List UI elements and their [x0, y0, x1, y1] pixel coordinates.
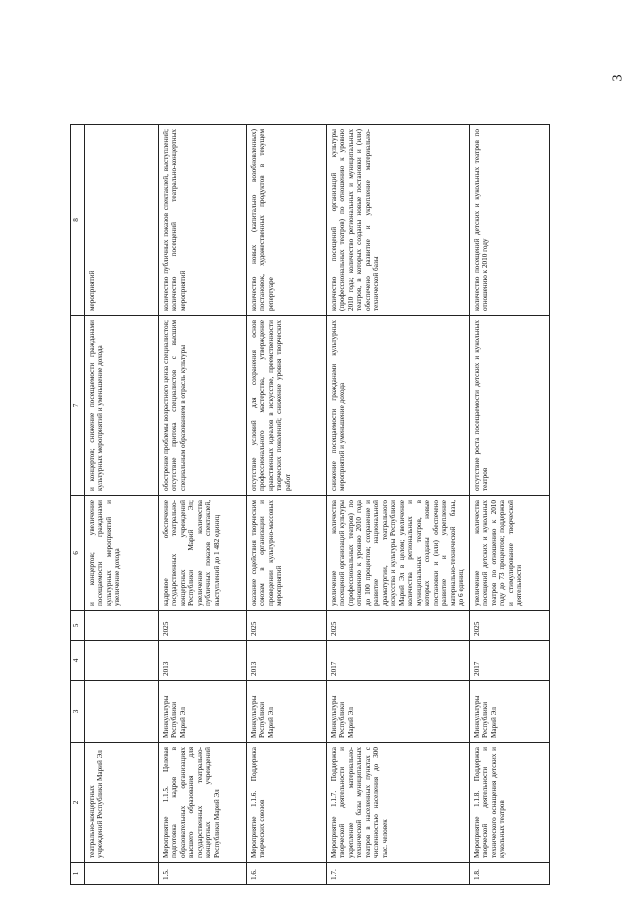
- start-year: 2017: [327, 641, 470, 681]
- row-number: 1.7.: [327, 863, 470, 885]
- table-row: [85, 125, 159, 885]
- expected-result: увеличение количества посещений организаций культуры (профессиональных театров) по отношению к уровню 2010 года до 100 процентов; сохранение и развитие национальной драматургии, театрального искусства и культуры Республики Марий Эл в целом; увеличение количества региональных и муниципальных театров, в которых созданы новые постановки и (или) обеспечено развитие и укрепление материально-технической базы, до 6 единиц: [327, 496, 470, 611]
- table-row: [247, 125, 327, 885]
- indicator-link: количество посещений организаций культуры (профессиональных театров) по отношению к уровню 2010 года; количество региональных и муниципальных театров, в которых созданы новые постановки и (или) обеспечено развитие и укрепление материально-технической базы: [327, 125, 470, 316]
- activity-name: Мероприятие 1.1.7. Поддержка творческой деятельности и укрепление материально-технической базы муниципальных театров в населенных пунктах с численностью населения до 300 тыс. человек: [327, 743, 470, 863]
- column-number-header: 7: [71, 316, 85, 496]
- non-implementation-consequences: отсутствие роста посещаемости детских и кукольных театров: [469, 316, 549, 496]
- non-implementation-consequences: отсутствие условий для сохранения основ профессионального мастерства, утверждение нравственных идеалов в искусстве, преемственности творческих поколений; снижение уровня творческих работ: [247, 316, 327, 496]
- indicator-link: количество посещений детских и кукольных театров по отношению к 2010 году: [469, 125, 549, 316]
- row-number: 1.5.: [159, 863, 247, 885]
- start-year: [85, 641, 159, 681]
- activity-name: театрально-концертных учреждений Республики Марий Эл: [85, 743, 159, 863]
- rotated-table-container: [70, 125, 590, 885]
- end-year: 2025: [159, 611, 247, 641]
- row-number: 1.8.: [469, 863, 549, 885]
- activity-name: Мероприятие 1.1.5. Целевая подготовка кадров в образовательных организациях высшего образования для государственных театрально-концертных учреждений Республики Марий Эл: [159, 743, 247, 863]
- row-number: 1.6.: [247, 863, 327, 885]
- table-header-row: [71, 125, 85, 885]
- column-number-header: 4: [71, 641, 85, 681]
- column-number-header: 3: [71, 681, 85, 743]
- non-implementation-consequences: обострение проблемы возрастного ценза специалистов; отсутствие притока специалистов с высшим специальным образованием в отрасль культуры: [159, 316, 247, 496]
- indicator-link: количество публичных показов спектаклей, выступлений; количество посещений театрально-концертных мероприятий: [159, 125, 247, 316]
- start-year: 2013: [247, 641, 327, 681]
- start-year: 2013: [159, 641, 247, 681]
- indicator-link: мероприятий: [85, 125, 159, 316]
- column-number-header: 8: [71, 125, 85, 316]
- end-year: 2025: [247, 611, 327, 641]
- end-year: 2025: [327, 611, 470, 641]
- non-implementation-consequences: и концертов; снижение посещаемости гражданами культурных мероприятий и уменьшение дохода: [85, 316, 159, 496]
- table-row: [327, 125, 470, 885]
- responsible-executor: Минкультуры Республики Марий Эл: [247, 681, 327, 743]
- expected-result: и концертов; увеличение посещаемости гражданами культурных мероприятий и увеличение дохода: [85, 496, 159, 611]
- row-number: [85, 863, 159, 885]
- activity-name: Мероприятие 1.1.6. Поддержка творческих союзов: [247, 743, 327, 863]
- table-row: [469, 125, 549, 885]
- start-year: 2017: [469, 641, 549, 681]
- expected-result: кадровое обеспечение государственных театрально-концертных учреждений Республики Марий Эл; увеличение количества публичных показов спектаклей, выступлений до 1 482 единиц: [159, 496, 247, 611]
- expected-result: оказание содействия творческим союзам в организации и проведении культурно-массовых мероприятий: [247, 496, 327, 611]
- responsible-executor: Минкультуры Республики Марий Эл: [159, 681, 247, 743]
- end-year: [85, 611, 159, 641]
- program-activities-table: [70, 124, 550, 885]
- column-number-header: 1: [71, 863, 85, 885]
- responsible-executor: Минкультуры Республики Марий Эл: [469, 681, 549, 743]
- page-number: 3: [610, 74, 626, 82]
- responsible-executor: [85, 681, 159, 743]
- expected-result: увеличение количества посещений детских и кукольных театров по отношению к 2010 году до 73 процентов; поддержка и стимулирование творческой деятельности: [469, 496, 549, 611]
- table-row: [159, 125, 247, 885]
- column-number-header: 5: [71, 611, 85, 641]
- end-year: 2025: [469, 611, 549, 641]
- activity-name: Мероприятие 1.1.8. Поддержка творческой деятельности и технического оснащения детских и кукольных театров: [469, 743, 549, 863]
- column-number-header: 2: [71, 743, 85, 863]
- responsible-executor: Минкультуры Республики Марий Эл: [327, 681, 470, 743]
- indicator-link: количество новых (капитально возобновленных) постановок, художественных продуктов в текущем репертуаре: [247, 125, 327, 316]
- column-number-header: 6: [71, 496, 85, 611]
- non-implementation-consequences: снижение посещаемости гражданами культурных мероприятий и уменьшение дохода: [327, 316, 470, 496]
